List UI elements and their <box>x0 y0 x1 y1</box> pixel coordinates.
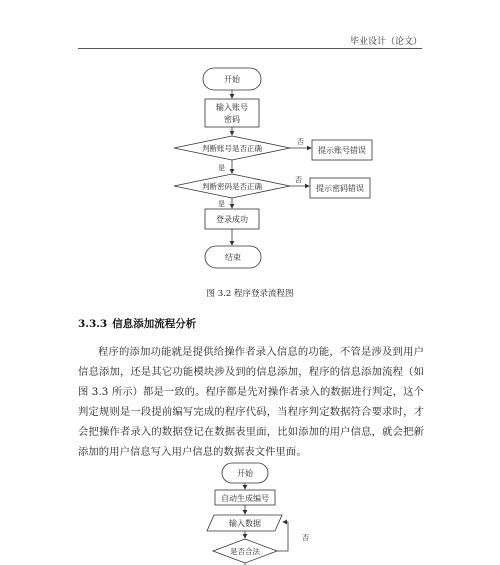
section-title: 信息添加流程分析 <box>112 318 197 330</box>
body-paragraph: 程序的添加功能就是提供给操作者录入信息的功能，不管是涉及到用户信息添加，还是其它功能模块涉及到的信息添加，程序的信息添加流程（如图 3.3 所示）都是一致的。程序都是先对操作者录入的数据进行判定，这个判定规则是一段提前编写完成的程序代码，当程序判定数据符合要求时，才会把操作者录入的数据登记在数据表里面，比如添加的用户信息，就会把新添加的用户信息写入用户信息的数据表文件里面。 <box>78 346 424 458</box>
node-input-data: 输入数据 <box>229 519 261 528</box>
label-yes-1: 是 <box>218 164 225 172</box>
label-no-1: 否 <box>297 138 304 146</box>
node-check-account: 判断账号是否正确 <box>202 144 262 153</box>
label-no-2: 否 <box>295 176 302 184</box>
header-title: 毕业设计（论文） <box>349 37 422 47</box>
login-flowchart <box>174 68 372 268</box>
node-input-line2: 密码 <box>224 115 240 124</box>
node-login-success: 登录成功 <box>216 215 248 224</box>
node-start-2: 开始 <box>237 469 253 478</box>
section-number: 3.3.3 <box>78 318 108 330</box>
label-no-3: 否 <box>302 534 309 542</box>
node-end: 结束 <box>225 253 241 262</box>
node-account-error: 提示账号错误 <box>318 146 366 155</box>
node-auto-number: 自动生成编号 <box>221 494 269 503</box>
node-check-password: 判断密码是否正确 <box>202 182 262 191</box>
node-input-line1: 输入账号 <box>216 103 248 112</box>
node-start: 开始 <box>224 75 240 84</box>
label-yes-2: 是 <box>218 200 225 208</box>
figure-caption: 图 3.2 程序登录流程图 <box>206 289 294 299</box>
login-flowchart-text <box>202 74 366 262</box>
node-password-error: 提示密码错误 <box>316 184 364 193</box>
section-heading <box>78 316 196 331</box>
node-is-valid: 是否合法 <box>230 547 260 556</box>
